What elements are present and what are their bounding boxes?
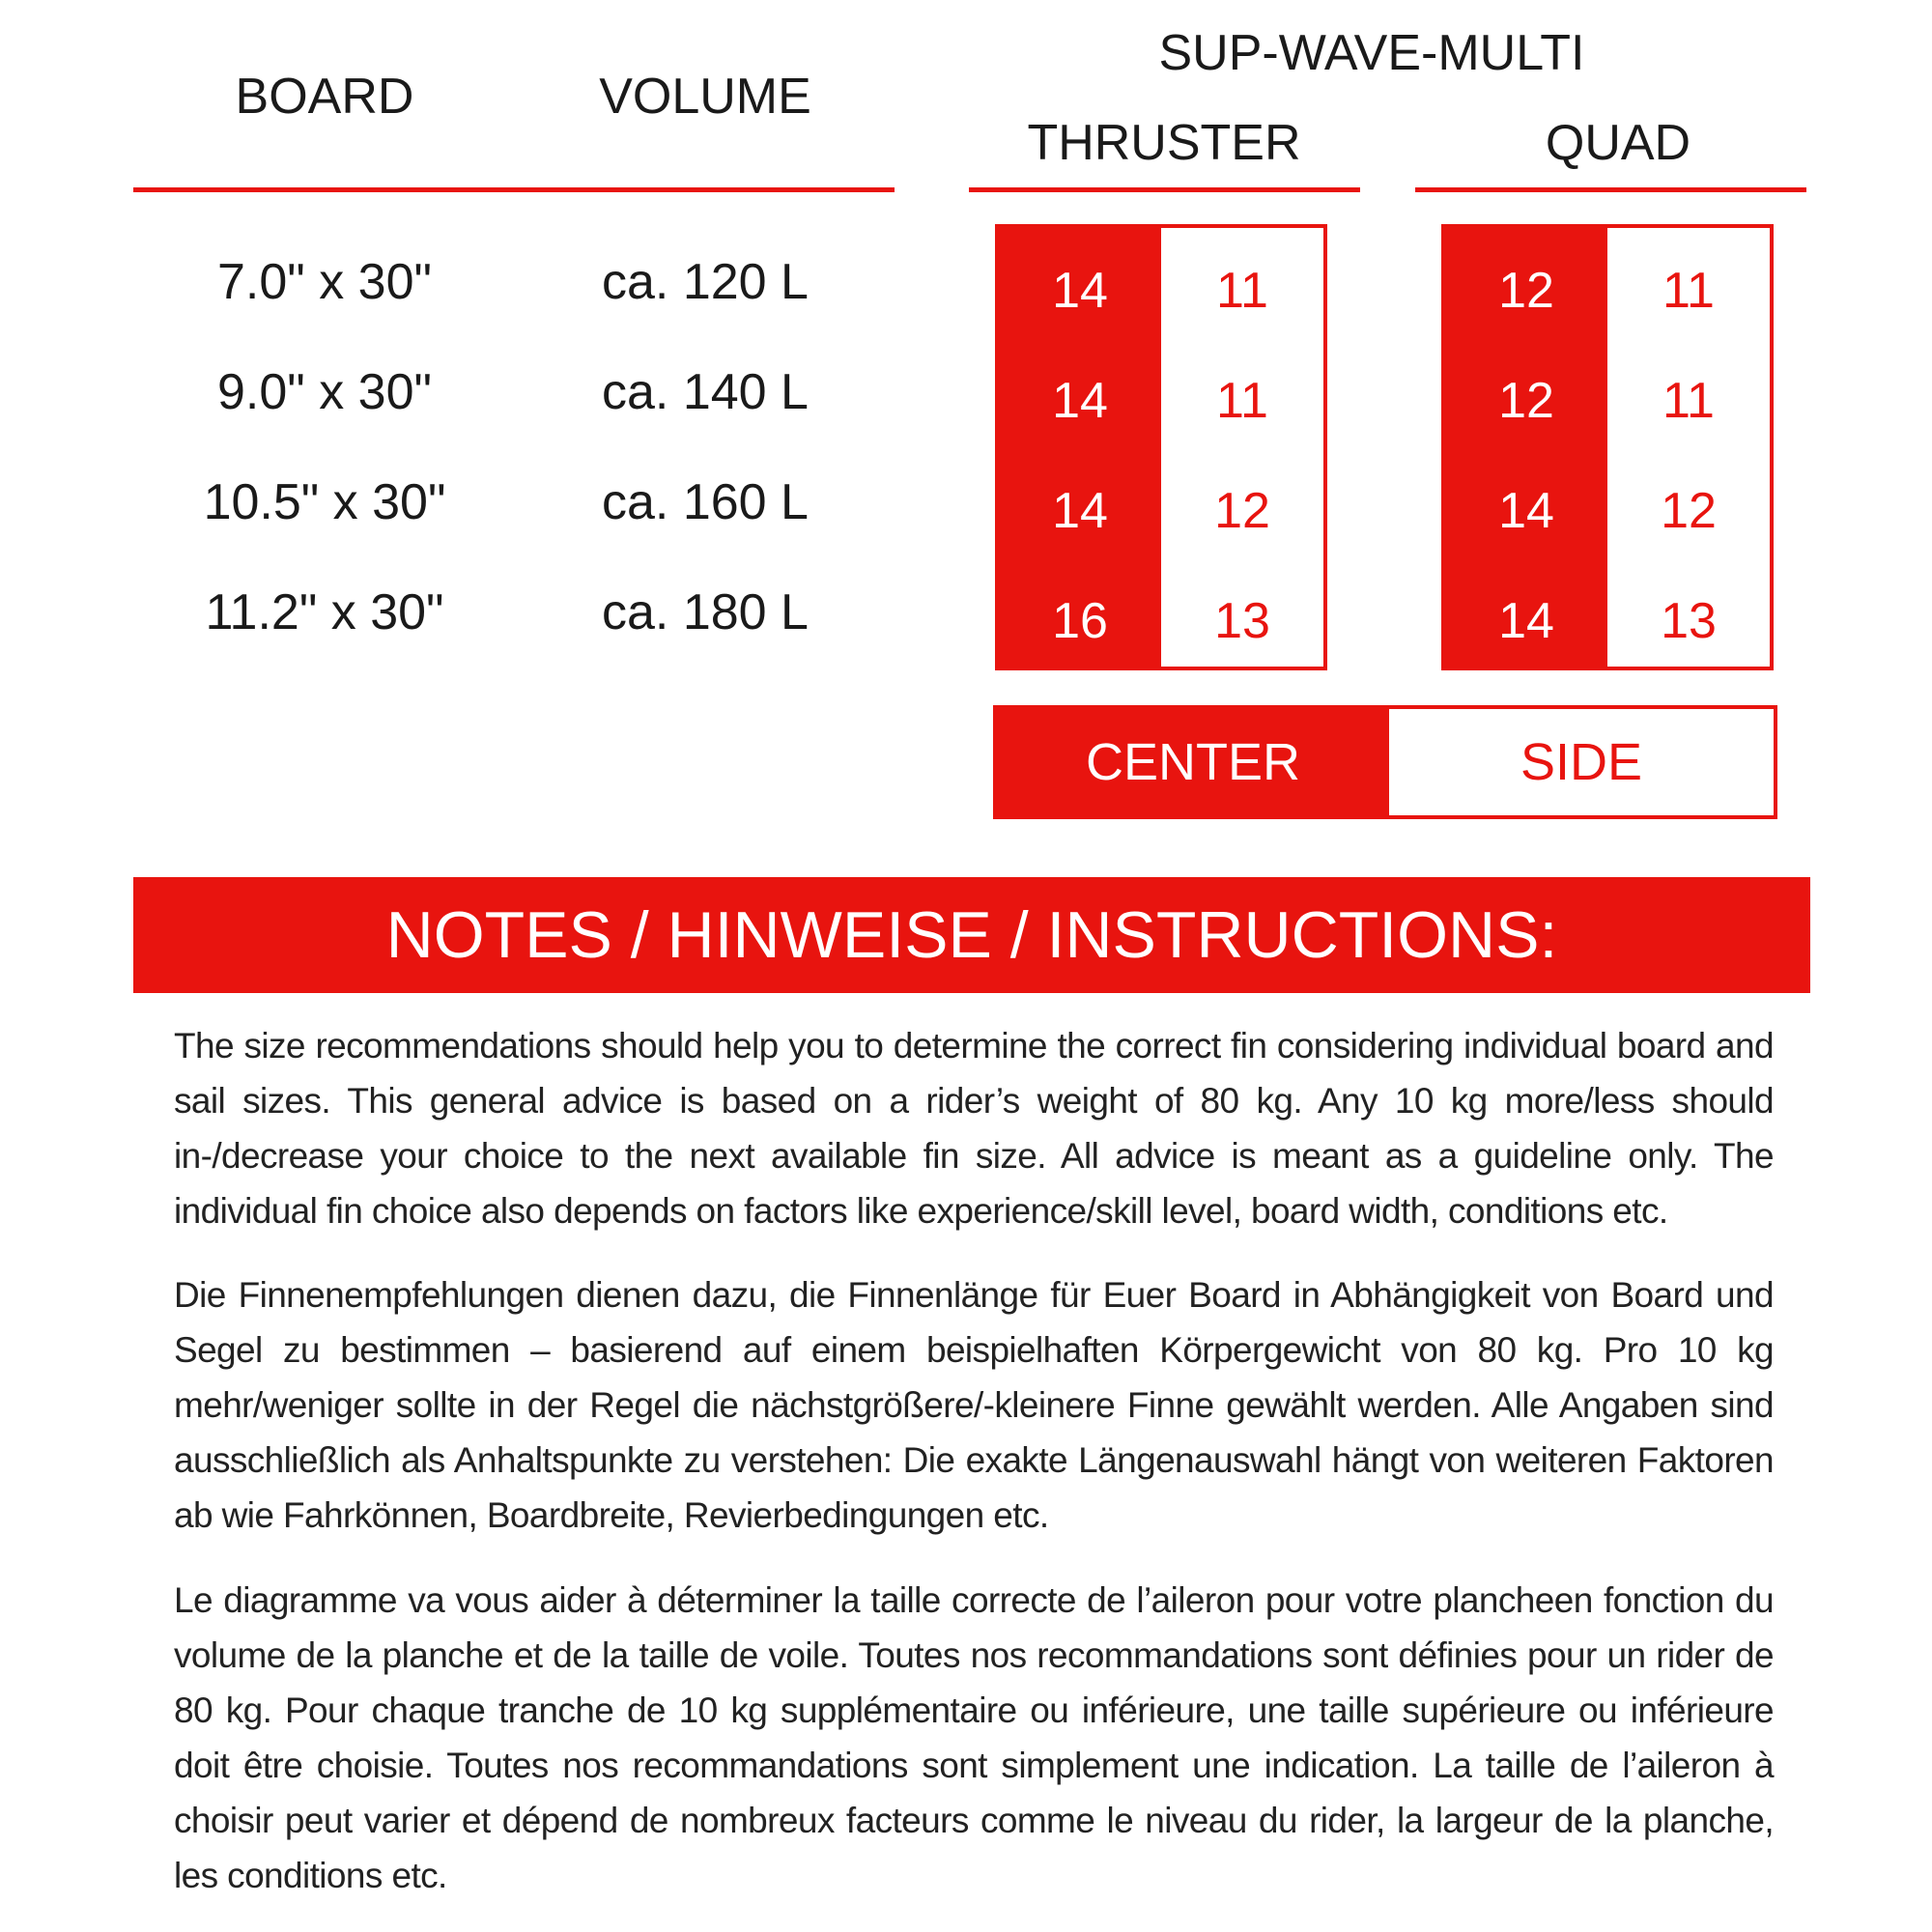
board-size-row-4: 11.2" x 30" <box>205 584 444 640</box>
thruster-header: THRUSTER <box>1027 115 1301 171</box>
quad-side-fin-2: 11 <box>1662 373 1715 429</box>
thruster-fin-table <box>995 224 1327 670</box>
thruster-side-fin-1: 11 <box>1216 263 1268 319</box>
quad-side-fin-1: 11 <box>1662 263 1715 319</box>
volume-row-3: ca. 160 L <box>602 474 809 530</box>
board-size-row-2: 9.0" x 30" <box>217 364 432 420</box>
quad-side-fin-3: 12 <box>1661 483 1717 539</box>
quad-fin-table <box>1441 224 1774 670</box>
volume-header: VOLUME <box>599 69 811 125</box>
quad-side-fin-4: 13 <box>1661 593 1717 649</box>
quad-side-column <box>1607 228 1770 667</box>
notes-english: The size recommendations should help you to determine the correct fin considering individual board and sail sizes. This general advice is based on a rider’s weight of 80 kg. Any 10 kg more/less should in-/decrease your choice to the next available fin size. All advice is meant as a guideline only. The individual fin choice also depends on factors like experience/skill level, board width, conditions etc. <box>174 1026 1774 1231</box>
quad-center-column <box>1445 228 1607 667</box>
legend-side: SIDE <box>1389 709 1774 815</box>
volume-row-4: ca. 180 L <box>602 584 809 640</box>
quad-center-fin-1: 12 <box>1498 263 1554 319</box>
notes-french: Le diagramme va vous aider à déterminer la taille correcte de l’aileron pour votre plancheen fonction du volume de la planche et de la taille de voile. Toutes nos recommandations sont définies pour un rider de 80 kg. Pour chaque tranche de 10 kg supplémentaire ou inférieure, une taille supérieure ou inférieure doit être choisie. Toutes nos recommandations sont simplement une indication. La taille de l’aileron à choisir peut varier et dépend de nombreux facteurs comme le niveau du rider, la largeur de la planche, les conditions etc. <box>174 1580 1774 1895</box>
legend-center: CENTER <box>997 709 1389 815</box>
board-size-row-3: 10.5" x 30" <box>203 474 446 530</box>
thruster-center-fin-4: 16 <box>1052 593 1108 649</box>
thruster-side-fin-4: 13 <box>1214 593 1270 649</box>
header-divider-left <box>133 187 895 192</box>
fin-position-legend <box>993 705 1777 819</box>
board-header: BOARD <box>235 69 414 125</box>
sup-wave-multi-header: SUP-WAVE-MULTI <box>1158 25 1585 81</box>
thruster-center-fin-1: 14 <box>1052 263 1108 319</box>
thruster-center-column <box>999 228 1161 667</box>
thruster-center-fin-2: 14 <box>1052 373 1108 429</box>
notes-title-banner: NOTES / HINWEISE / INSTRUCTIONS: <box>133 877 1810 993</box>
volume-row-1: ca. 120 L <box>602 254 809 310</box>
quad-center-fin-3: 14 <box>1498 483 1554 539</box>
volume-row-2: ca. 140 L <box>602 364 809 420</box>
thruster-center-fin-3: 14 <box>1052 483 1108 539</box>
quad-center-fin-2: 12 <box>1498 373 1554 429</box>
header-divider-thruster <box>969 187 1360 192</box>
thruster-side-column <box>1161 228 1323 667</box>
notes-german: Die Finnenempfehlungen dienen dazu, die Finnenlänge für Euer Board in Abhängigkeit von Board und Segel zu bestimmen – basierend auf einem beispielhaften Körpergewicht von 80 kg. Pro 10 kg mehr/weniger sollte in der Regel die nächstgrößere/-kleinere Finne gewählt werden. Alle Angaben sind ausschließlich als Anhaltspunkte zu verstehen: Die exakte Längenauswahl hängt von weiteren Faktoren ab wie Fahrkönnen, Boardbreite, Revierbedingungen etc. <box>174 1275 1774 1535</box>
thruster-side-fin-2: 11 <box>1216 373 1268 429</box>
thruster-side-fin-3: 12 <box>1214 483 1270 539</box>
quad-center-fin-4: 14 <box>1498 593 1554 649</box>
board-size-row-1: 7.0" x 30" <box>217 254 432 310</box>
quad-header: QUAD <box>1545 115 1691 171</box>
header-divider-quad <box>1415 187 1806 192</box>
